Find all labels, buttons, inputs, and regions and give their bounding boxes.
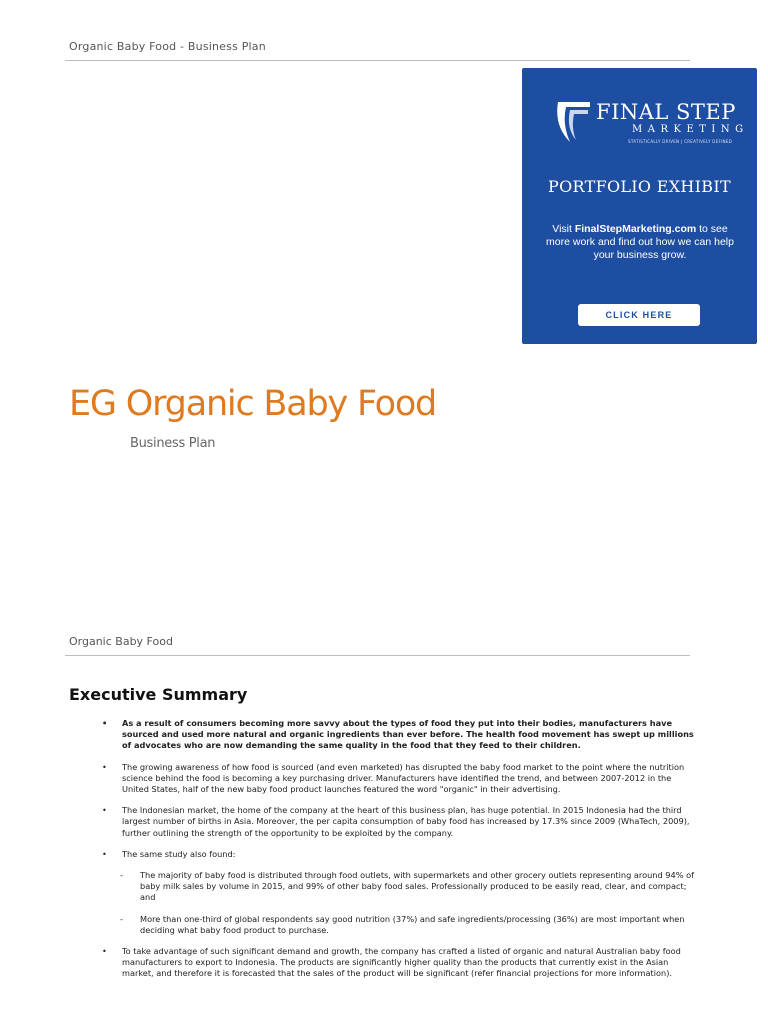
list-item [96,718,696,752]
swoosh-logo-icon [556,100,592,144]
list-item [96,946,696,980]
list-item-text: The same study also found: [122,848,236,859]
promo-body-suffix: to see more work and find out how we can help your business grow. [546,223,734,261]
click-here-button[interactable]: CLICK HERE [578,304,700,326]
sub-list-item [96,870,696,904]
document-title: EG Organic Baby Food [69,384,437,424]
section-divider [65,655,690,656]
bullet-icon: • [102,761,107,772]
list-item-text: To take advantage of such significant demand and growth, the company has crafted a listed of organic and natural Australian baby food manufacturers to export to Indonesia. The products are significantly higher quality than the products that currently exist in the Asian market, and therefore it is forecasted that the sales of the product will be significant (refer financial projections for more information). [122,946,681,979]
executive-summary-heading: Executive Summary [69,685,248,704]
list-item-text: The growing awareness of how food is sourced (and even marketed) has disrupted the baby food market to the point where the nutrition science behind the food is becoming a key purchasing driver. Manufacturers have identified the trend, and between 2007-2012 in the United States, half of the new baby food product launches featured the word "organic" in their advertising. [122,761,685,795]
final-step-logo [556,100,749,145]
list-item-text: As a result of consumers becoming more savvy about the types of food they put into their bodies, manufacturers have sourced and used more natural and organic ingredients than ever before. The health food movement has swept up millions of advocates who are now demanding the same quality in the food that they feed to their children. [122,718,694,751]
executive-summary-list [96,718,696,990]
sub-list-item-text: More than one-third of global respondents say good nutrition (37%) and safe ingredients/processing (36%) are most important when deciding what baby food product to purchase. [140,913,685,935]
dash-icon: - [120,870,123,881]
promo-link[interactable]: FinalStepMarketing.com [574,223,697,235]
promo-description [540,223,740,262]
portfolio-promo-card[interactable] [522,68,757,344]
running-header: Organic Baby Food - Business Plan [69,40,266,53]
section-running-header: Organic Baby Food [69,635,173,648]
document-subtitle: Business Plan [130,436,216,451]
header-divider [65,60,690,61]
list-item [96,762,696,796]
promo-body-prefix: Visit [552,223,575,235]
sub-list-item-text: The majority of baby food is distributed through food outlets, with supermarkets and other grocery outlets representing around 94% of baby milk sales by volume in 2015, and 99% of other baby food sales. Professionally produced to be easily read, clear, and compact; and [140,870,694,903]
promo-title: PORTFOLIO EXHIBIT [548,177,731,196]
bullet-icon: • [102,805,107,816]
bullet-icon: • [102,848,107,859]
list-item-text: The Indonesian market, the home of the company at the heart of this business plan, has huge potential. In 2015 Indonesia had the third largest number of births in Asia. Moreover, the per capita consumption of baby food has increased by 17.3% since 2009 (WhaTech, 2009), further outlining the strength of the opportunity to be exploited by the company. [122,805,690,838]
logo-wordmark-secondary: MARKETING [632,124,749,135]
logo-tagline: STATISTICALLY DRIVEN | CREATIVELY DEFINED [628,139,733,144]
sub-list-item [96,914,696,936]
list-item [96,849,696,860]
dash-icon: - [120,913,123,924]
logo-wordmark-primary: FINAL STEP [596,100,736,124]
bullet-icon: • [102,718,108,728]
bullet-icon: • [102,946,107,957]
list-item [96,805,696,839]
